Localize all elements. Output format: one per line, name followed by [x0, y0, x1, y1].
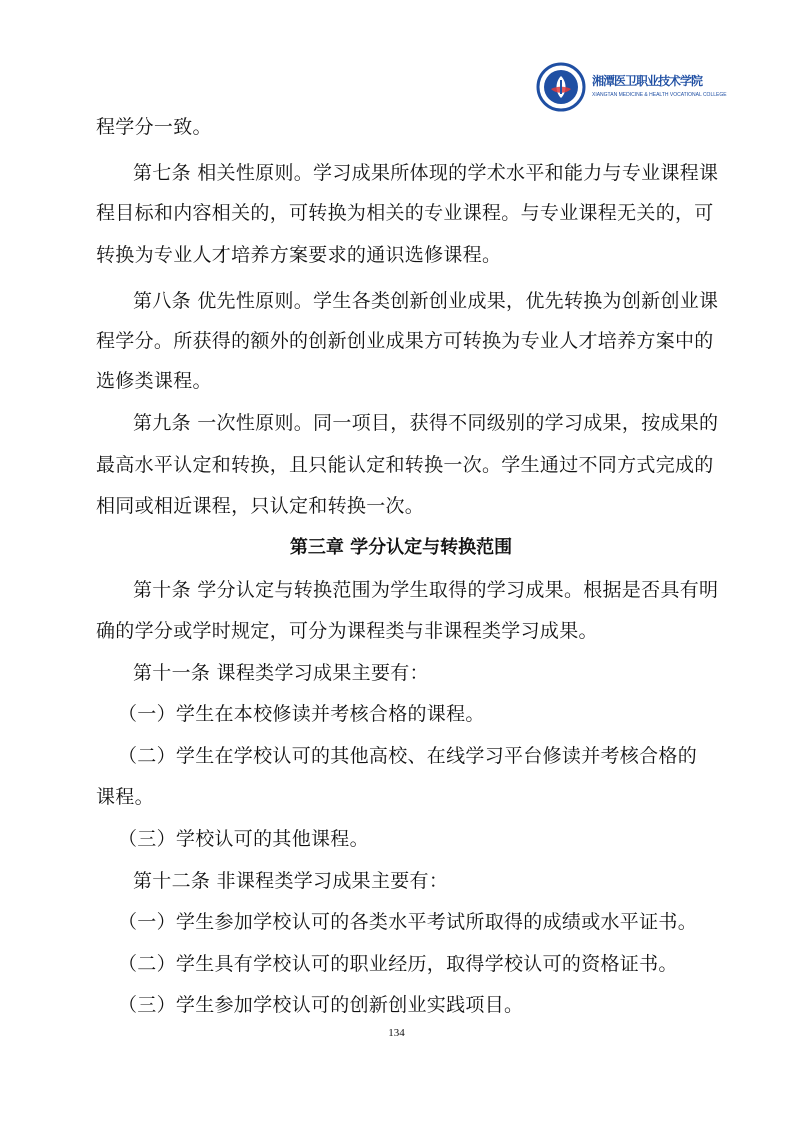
page-number: 134: [388, 1027, 405, 1039]
college-emblem-icon: [536, 62, 586, 112]
body-line: 相同或相近课程，只认定和转换一次。: [96, 495, 425, 517]
body-line: 第十一条 课程类学习成果主要有：: [133, 662, 429, 684]
body-line: 第十二条 非课程类学习成果主要有：: [133, 870, 449, 892]
body-line: （二）学生具有学校认可的职业经历，取得学校认可的资格证书。: [118, 953, 678, 975]
body-line: 第十条 学分认定与转换范围为学生取得的学习成果。根据是否具有明: [133, 579, 719, 601]
body-line: 程学分。所获得的额外的创新创业成果方可转换为专业人才培养方案中的: [96, 330, 714, 352]
body-line: 第八条 优先性原则。学生各类创新创业成果，优先转换为创新创业课: [133, 290, 719, 312]
body-line: 第九条 一次性原则。同一项目，获得不同级别的学习成果，按成果的: [133, 412, 719, 434]
body-line: 转换为专业人才培养方案要求的通识选修课程。: [96, 244, 502, 266]
body-line: 程目标和内容相关的，可转换为相关的专业课程。与专业课程无关的，可: [96, 202, 714, 224]
body-line: （二）学生在学校认可的其他高校、在线学习平台修读并考核合格的: [118, 745, 698, 767]
body-line: 最高水平认定和转换，且只能认定和转换一次。学生通过不同方式完成的: [96, 454, 714, 476]
chapter-heading: 第三章 学分认定与转换范围: [289, 537, 513, 558]
body-line: 确的学分或学时规定，可分为课程类与非课程类学习成果。: [96, 620, 598, 642]
body-line: 第七条 相关性原则。学习成果所体现的学术水平和能力与专业课程课: [133, 162, 719, 184]
college-name-cn: 湘潭医卫职业技术学院: [592, 74, 703, 88]
body-line: （一）学生参加学校认可的各类水平考试所取得的成绩或水平证书。: [118, 911, 698, 933]
body-line: （三）学校认可的其他课程。: [118, 828, 369, 850]
body-line: （三）学生参加学校认可的创新创业实践项目。: [118, 994, 524, 1016]
body-line: 程学分一致。: [96, 116, 212, 138]
body-line: 选修类课程。: [96, 370, 212, 392]
body-line: 课程。: [96, 786, 154, 808]
college-name-en: XIANGTAN MEDICINE & HEALTH VOCATIONAL COLLEGE: [592, 92, 727, 98]
body-line: （一）学生在本校修读并考核合格的课程。: [118, 703, 485, 725]
